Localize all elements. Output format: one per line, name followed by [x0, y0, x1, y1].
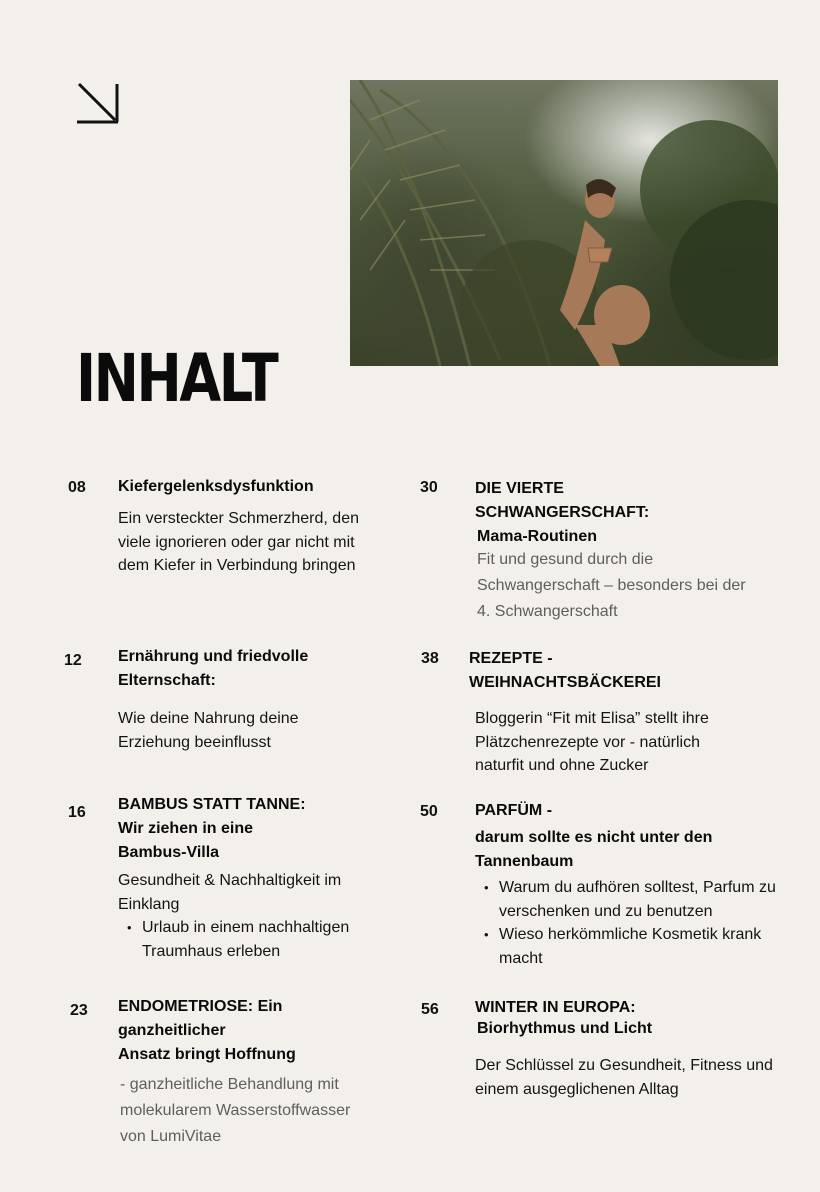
- entry-title: DIE VIERTE SCHWANGERSCHAFT:: [475, 480, 650, 521]
- entry-description: Bloggerin “Fit mit Elisa” stellt ihre Plätzchenrezepte vor - natürlich naturfit und ohne Zucker: [475, 710, 709, 774]
- page-number: 56: [421, 1001, 439, 1018]
- bullet-item: • Warum du aufhören solltest, Parfum zu verschenken und zu benutzen: [475, 876, 776, 923]
- entry-description: - ganzheitliche Behandlung mit molekularem Wasserstoffwasser von LumiVitae: [120, 1076, 351, 1145]
- cover-photo: [350, 80, 778, 366]
- entry-description: Wie deine Nahrung deine Erziehung beeinflusst: [118, 710, 299, 751]
- entry-subtitle: Biorhythmus und Licht: [477, 1020, 653, 1037]
- page-number: 38: [421, 650, 439, 667]
- bullet-item: • Urlaub in einem nachhaltigen Traumhaus erleben: [118, 916, 349, 963]
- entry-title: BAMBUS STATT TANNE: Wir ziehen in eine Bambus-Villa: [118, 796, 306, 861]
- entry-description: Der Schlüssel zu Gesundheit, Fitness und einem ausgeglichenen Alltag: [475, 1057, 773, 1098]
- entry-title: ENDOMETRIOSE: Ein ganzheitlicher Ansatz bringt Hoffnung: [118, 998, 296, 1063]
- bullet-item: • Wieso herkömmliche Kosmetik krank macht: [475, 923, 776, 970]
- entry-title: Ernährung und friedvolle Elternschaft:: [118, 648, 309, 689]
- entry-description: Gesundheit & Nachhaltigkeit im Einklang • Urlaub in einem nachhaltigen Traumhaus erleben: [118, 869, 349, 963]
- entry-title: Kiefergelenksdysfunktion: [118, 478, 314, 495]
- page-number: 23: [70, 1002, 88, 1019]
- entry-subtitle: darum sollte es nicht unter den Tannenbaum: [475, 829, 713, 870]
- entry-description: [475, 876, 776, 970]
- page-number: 30: [420, 479, 438, 496]
- page-number: 08: [68, 479, 86, 496]
- arrow-down-right-icon: [75, 80, 121, 126]
- page-number: 16: [68, 804, 86, 821]
- entry-title: PARFÜM -: [475, 802, 553, 819]
- page-number: 12: [64, 652, 82, 669]
- entry-description: Fit und gesund durch die Schwangerschaft – besonders bei der 4. Schwangerschaft: [477, 551, 746, 620]
- entry-title: WINTER IN EUROPA:: [475, 999, 636, 1016]
- page-title: INHALT: [76, 340, 277, 417]
- page-number: 50: [420, 803, 438, 820]
- entry-description: Ein versteckter Schmerzherd, den viele ignorieren oder gar nicht mit dem Kiefer in Verbindung bringen: [118, 510, 359, 574]
- entry-title: REZEPTE - WEIHNACHTSBÄCKEREI: [469, 650, 661, 691]
- entry-subtitle: Mama-Routinen: [477, 528, 597, 545]
